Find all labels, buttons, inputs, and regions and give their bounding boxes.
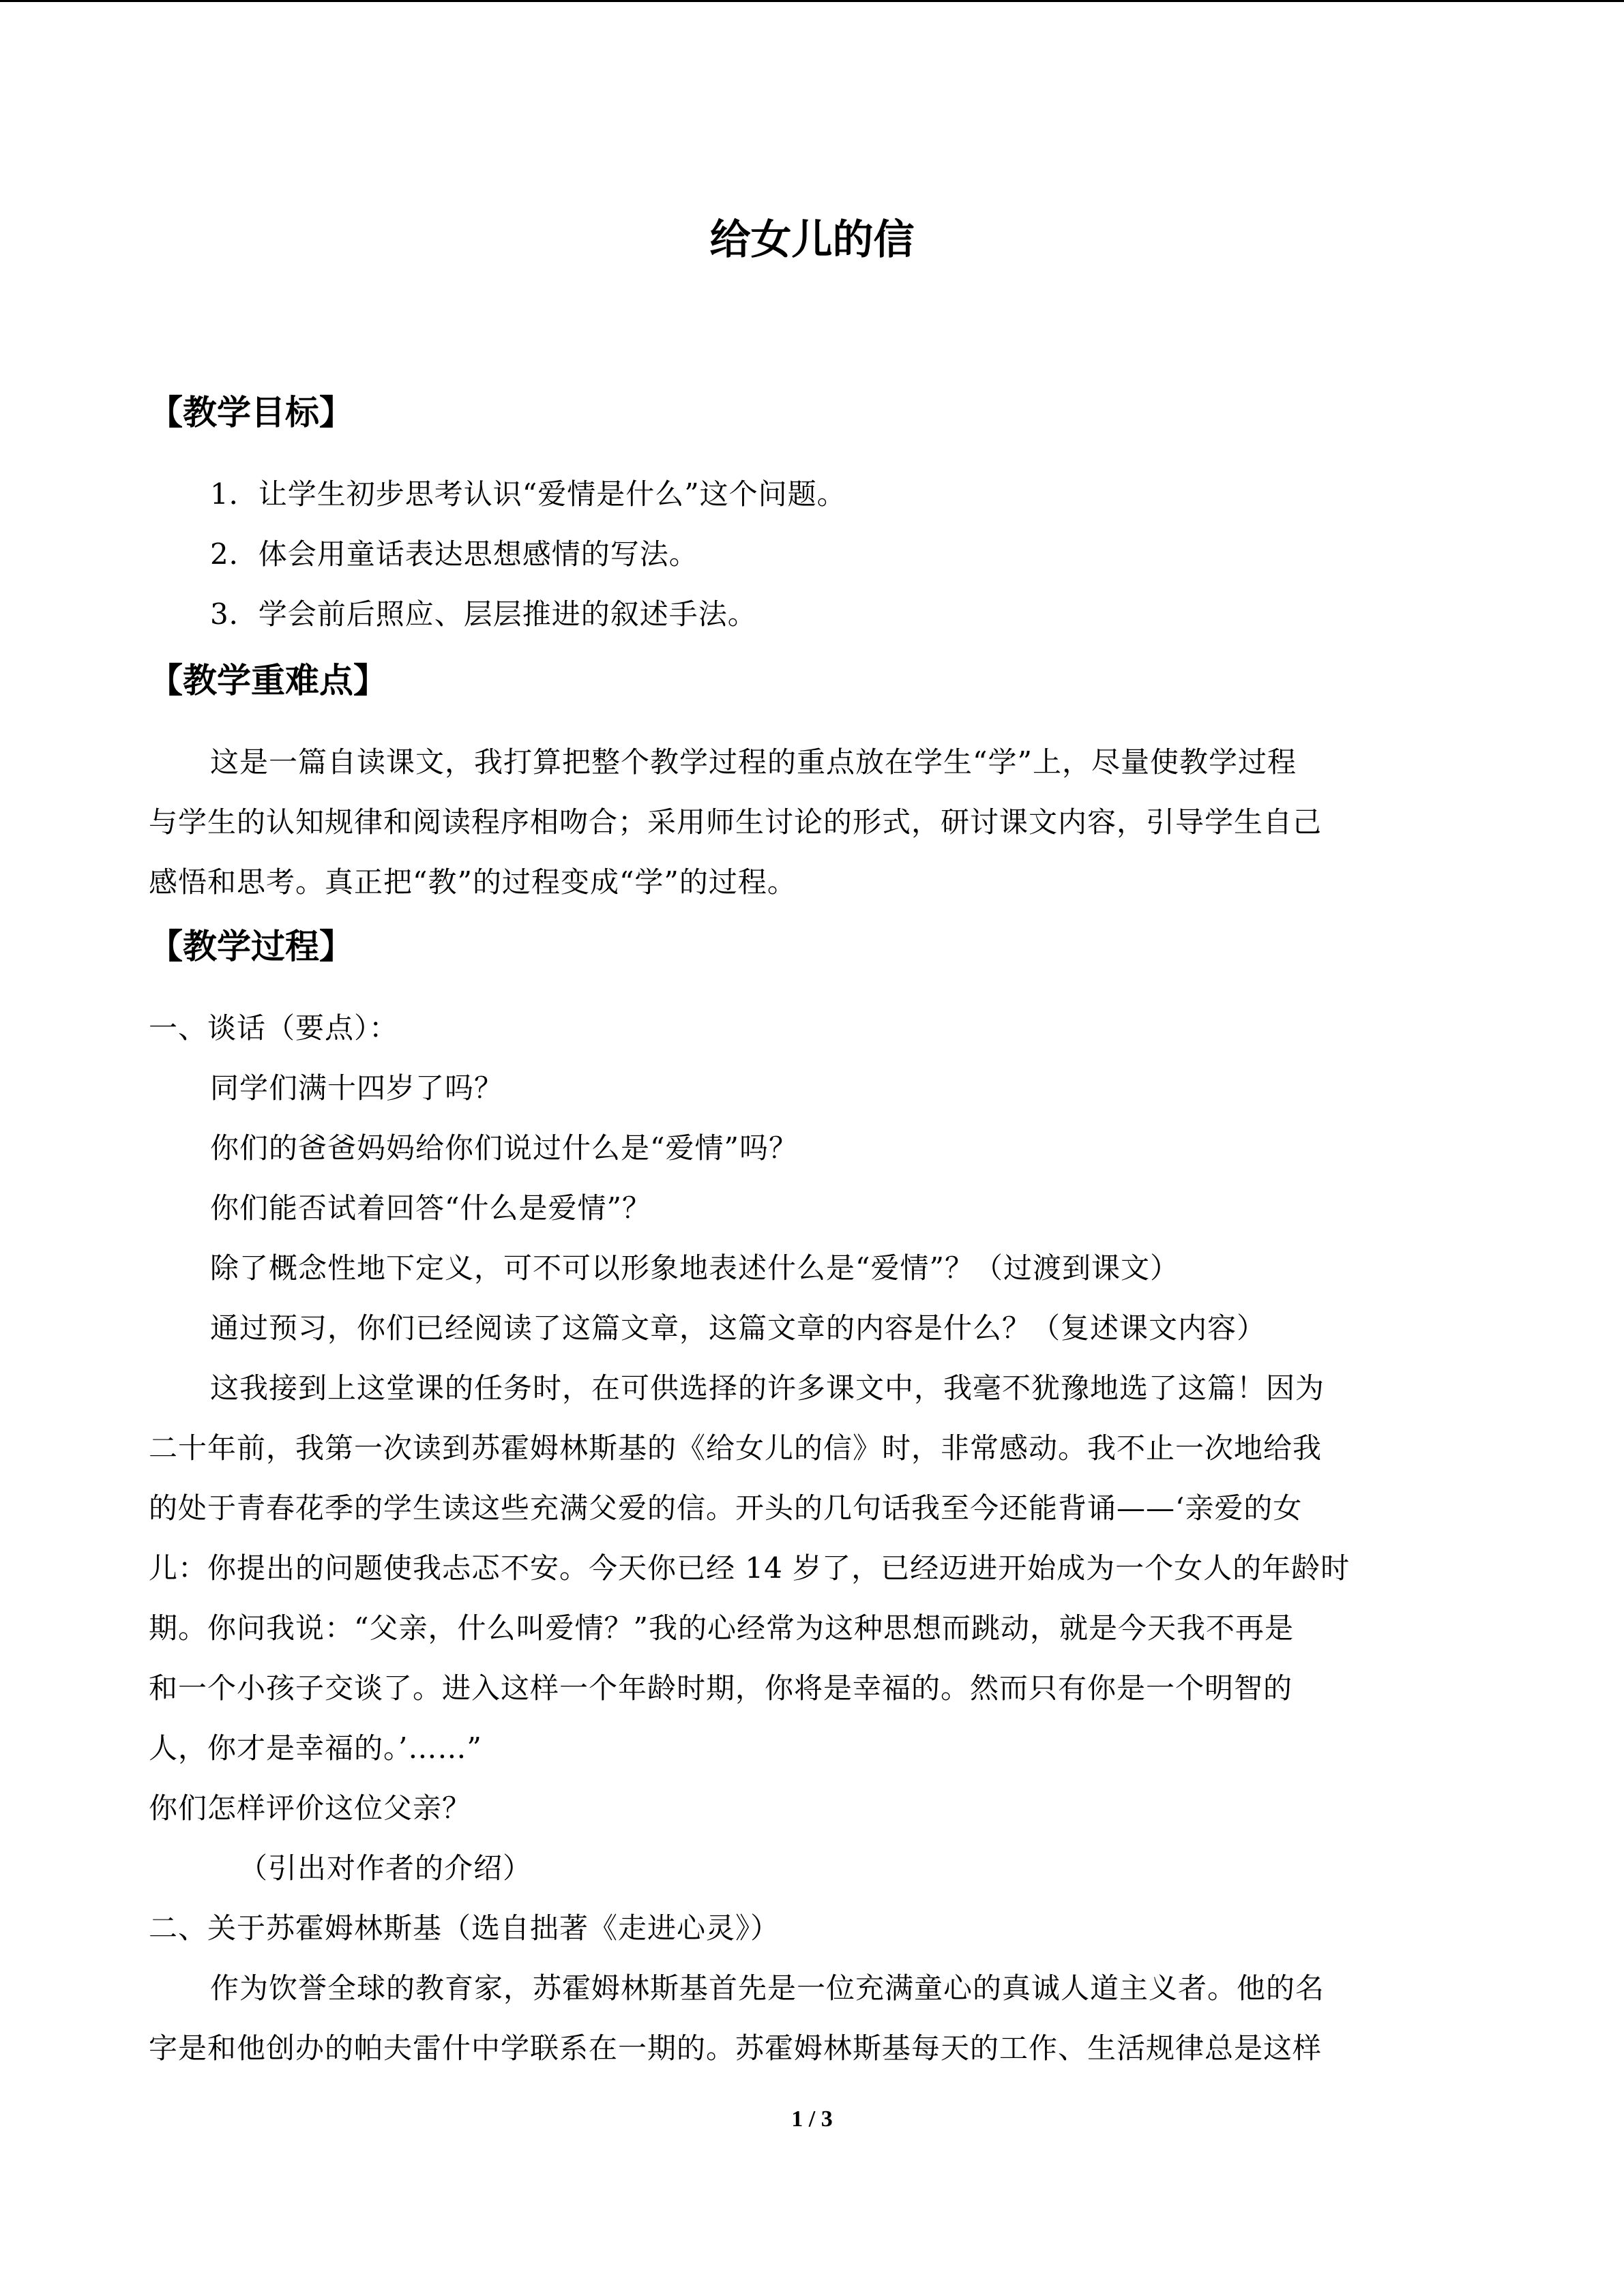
part2-line-1: 作为饮誉全球的教育家，苏霍姆林斯基首先是一位充满童心的真诚人道主义者。他的名 [210,1971,1325,2005]
part2-line-2: 字是和他创办的帕夫雷什中学联系在一期的。苏霍姆林斯基每天的工作、生活规律总是这样 [149,2031,1323,2065]
key-points-line-2: 与学生的认知规律和阅读程序相吻合；采用师生讨论的形式，研讨课文内容，引导学生自己 [149,805,1323,839]
key-points-line-3: 感悟和思考。真正把“教”的过程变成“学”的过程。 [149,865,797,899]
heading-key-points: 【教学重难点】 [149,661,387,700]
story-line-5: 期。你问我说：“父亲，什么叫爱情？”我的心经常为这种思想而跳动，就是今天我不再是 [149,1611,1294,1645]
question-3: 你们能否试着回答“什么是爱情”？ [210,1191,651,1225]
part2-title: 二、关于苏霍姆林斯基（选自拙著《走进心灵》） [149,1911,780,1945]
story-line-3: 的处于青春花季的学生读这些充满父爱的信。开头的几句话我至今还能背诵——‘亲爱的女 [149,1491,1303,1525]
document-title: 给女儿的信 [709,216,915,264]
heading-objectives: 【教学目标】 [149,393,353,432]
story-line-6: 和一个小孩子交谈了。进入这样一个年龄时期，你将是幸福的。然而只有你是一个明智的 [149,1671,1293,1705]
objective-item-1: 1．让学生初步思考认识“爱情是什么”这个问题。 [210,477,846,511]
objective-item-2: 2．体会用童话表达思想感情的写法。 [210,537,698,571]
page-number: 1 / 3 [791,2106,833,2132]
story-line-7: 人，你才是幸福的。’……” [149,1731,482,1765]
question-4: 除了概念性地下定义，可不可以形象地表述什么是“爱情”？（过渡到课文） [210,1251,1179,1285]
story-line-2: 二十年前，我第一次读到苏霍姆林斯基的《给女儿的信》时，非常感动。我不止一次地给我 [149,1431,1323,1465]
objective-item-3: 3．学会前后照应、层层推进的叙述手法。 [210,597,757,631]
question-5: 通过预习，你们已经阅读了这篇文章，这篇文章的内容是什么？（复述课文内容） [210,1311,1267,1345]
key-points-line-1: 这是一篇自读课文，我打算把整个教学过程的重点放在学生“学”上，尽量使教学过程 [210,745,1297,779]
story-line-1: 这我接到上这堂课的任务时，在可供选择的许多课文中，我毫不犹豫地选了这篇！因为 [210,1371,1325,1405]
story-line-4: 儿：你提出的问题使我忐忑不安。今天你已经 14 岁了，已经迈进开始成为一个女人的年龄时 [149,1551,1350,1585]
heading-process: 【教学过程】 [149,927,353,966]
top-border-line [0,0,1624,2]
author-note: （引出对作者的介绍） [239,1851,533,1885]
question-1: 同学们满十四岁了吗？ [210,1071,504,1105]
evaluate-question: 你们怎样评价这位父亲？ [149,1791,472,1825]
part1-title: 一、谈话（要点）： [149,1011,399,1045]
question-2: 你们的爸爸妈妈给你们说过什么是“爱情”吗？ [210,1131,798,1165]
